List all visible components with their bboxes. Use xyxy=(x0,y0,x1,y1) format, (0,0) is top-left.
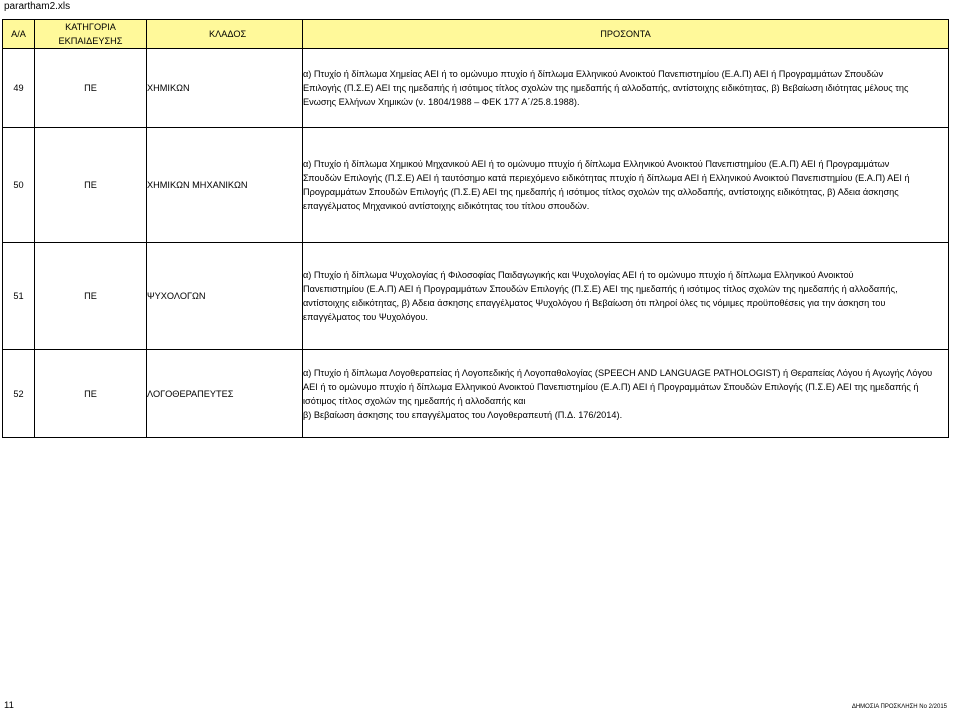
row-number: 49 xyxy=(3,49,35,128)
row-specialty: ΨΥΧΟΛΟΓΩΝ xyxy=(147,243,303,350)
header-specialty: ΚΛΑΔΟΣ xyxy=(147,20,303,49)
row-number: 52 xyxy=(3,350,35,438)
table-row xyxy=(3,350,949,438)
qualification-text-line: Επιλογής (Π.Σ.Ε) ΑΕΙ της ημεδαπής ή ισότιμος τίτλος σχολών της ημεδαπής ή αλλοδαπής, αντίστοιχης ειδικότητας, β) Βεβαίωση ιδιότητας μέλους της xyxy=(303,83,909,93)
qualification-text-line: β) Βεβαίωση άσκησης του επαγγέλματος του Λογοθεραπευτή (Π.Δ. 176/2014). xyxy=(303,409,623,420)
qualification-text-line: α) Πτυχίο ή δίπλωμα Ψυχολογίας ή Φιλοσοφίας Παιδαγωγικής και Ψυχολογίας ΑΕΙ ή το ομώνυμο πτυχίο ή δίπλωμα Ελληνικού Ανοικτού xyxy=(303,270,854,280)
row-number: 50 xyxy=(3,128,35,243)
qualification-text-line: Προγραμμάτων Σπουδών Επιλογής (Π.Σ.Ε) ΑΕΙ της ημεδαπής ή ισότιμος τίτλος σχολών της αλλοδαπής, αντίστοιχης ειδικότητας, β) Αδεια άσκησης xyxy=(303,187,899,197)
header-row xyxy=(3,20,949,49)
row-qualifications xyxy=(303,243,949,350)
qualification-text-line: α) Πτυχίο ή δίπλωμα Χημείας ΑΕΙ ή το ομώνυμο πτυχίο ή δίπλωμα Ελληνικού Ανοικτού Πανεπιστημίου (Ε.Α.Π) ΑΕΙ ή Προγραμμάτων Σπουδών xyxy=(303,69,884,79)
row-category: ΠΕ xyxy=(35,350,147,438)
qualification-text-line: α) Πτυχίο ή δίπλωμα Χημικού Μηχανικού ΑΕΙ ή το ομώνυμο πτυχίο ή δίπλωμα Ελληνικού Ανοικτού Πανεπιστημίου (Ε.Α.Π) ΑΕΙ ή Προγραμμάτων xyxy=(303,159,890,169)
row-category: ΠΕ xyxy=(35,49,147,128)
row-qualifications xyxy=(303,128,949,243)
row-qualifications xyxy=(303,350,949,438)
table-row xyxy=(3,49,949,128)
qualification-text-line: Πανεπιστημίου (Ε.Α.Π) ΑΕΙ ή Προγραμμάτων Σπουδών Επιλογής (Π.Σ.Ε) ΑΕΙ της ημεδαπής ή ισότιμος τίτλος σχολών της ημεδαπής ή αλλοδαπής, xyxy=(303,284,898,294)
qualification-text-line: αντίστοιχης ειδικότητας, β) Αδεια άσκησης επαγγέλματος Ψυχολόγου ή Βεβαίωση ότι πληροί όλες τις νόμιμες προϋποθέσεις για την άσκηση του xyxy=(303,298,886,308)
table-row xyxy=(3,128,949,243)
row-category: ΠΕ xyxy=(35,243,147,350)
header-qualifications: ΠΡΟΣΟΝΤΑ xyxy=(303,20,949,49)
qualification-text-line: επαγγέλματος Μηχανικού αντίστοιχης ειδικότητας του τίτλου σπουδών. xyxy=(303,201,590,211)
table-row xyxy=(3,243,949,350)
file-title: parartham2.xls xyxy=(4,1,71,12)
qualification-text-line: α) Πτυχίο ή δίπλωμα Λογοθεραπείας ή Λογοπεδικής ή Λογοπαθολογίας (SPEECH AND LANGUAGE PATHOLOGIST) ή Θεραπείας Λόγου ή Αγωγής Λόγου xyxy=(303,367,933,378)
row-specialty: ΛΟΓΟΘΕΡΑΠΕΥΤΕΣ xyxy=(147,350,303,438)
row-specialty: ΧΗΜΙΚΩΝ xyxy=(147,49,303,128)
footer-note: ΔΗΜΟΣΙΑ ΠΡΟΣΚΛΗΣΗ Νο 2/2015 xyxy=(851,704,947,710)
page-number: 11 xyxy=(4,700,14,711)
qualification-text-line: Ενωσης Ελλήνων Χημικών (ν. 1804/1988 – ΦΕΚ 177 Α΄/25.8.1988). xyxy=(303,97,580,107)
row-number: 51 xyxy=(3,243,35,350)
qualification-text-line: ισότιμος τίτλος σχολών της ημεδαπής ή αλλοδαπής και xyxy=(303,395,526,406)
qualification-text-line: ΑΕΙ ή το ομώνυμο πτυχίο ή δίπλωμα Ελληνικού Ανοικτού Πανεπιστημίου (Ε.Α.Π) ΑΕΙ ή Προγραμμάτων Σπουδών Επιλογής (Π.Σ.Ε) ΑΕΙ της ημεδαπής ή xyxy=(303,381,919,392)
row-specialty: ΧΗΜΙΚΩΝ ΜΗΧΑΝΙΚΩΝ xyxy=(147,128,303,243)
qualification-text-line: Σπουδών Επιλογής (Π.Σ.Ε) ΑΕΙ ή ταυτόσημο κατά περιεχόμενο ειδικότητας πτυχίο ή δίπλωμα ΑΕΙ ή Ελληνικού Ανοικτού Πανεπιστημίου (Ε.Α.Π) ΑΕΙ ή xyxy=(303,173,910,183)
header-category: ΚΑΤΗΓΟΡΙΑ ΕΚΠΑΙΔΕΥΣΗΣ xyxy=(35,20,147,49)
row-category: ΠΕ xyxy=(35,128,147,243)
qualification-text-line: επαγγέλματος του Ψυχολόγου. xyxy=(303,312,428,322)
qualifications-table xyxy=(2,19,949,438)
header-aa: Α/Α xyxy=(3,20,35,49)
row-qualifications xyxy=(303,49,949,128)
